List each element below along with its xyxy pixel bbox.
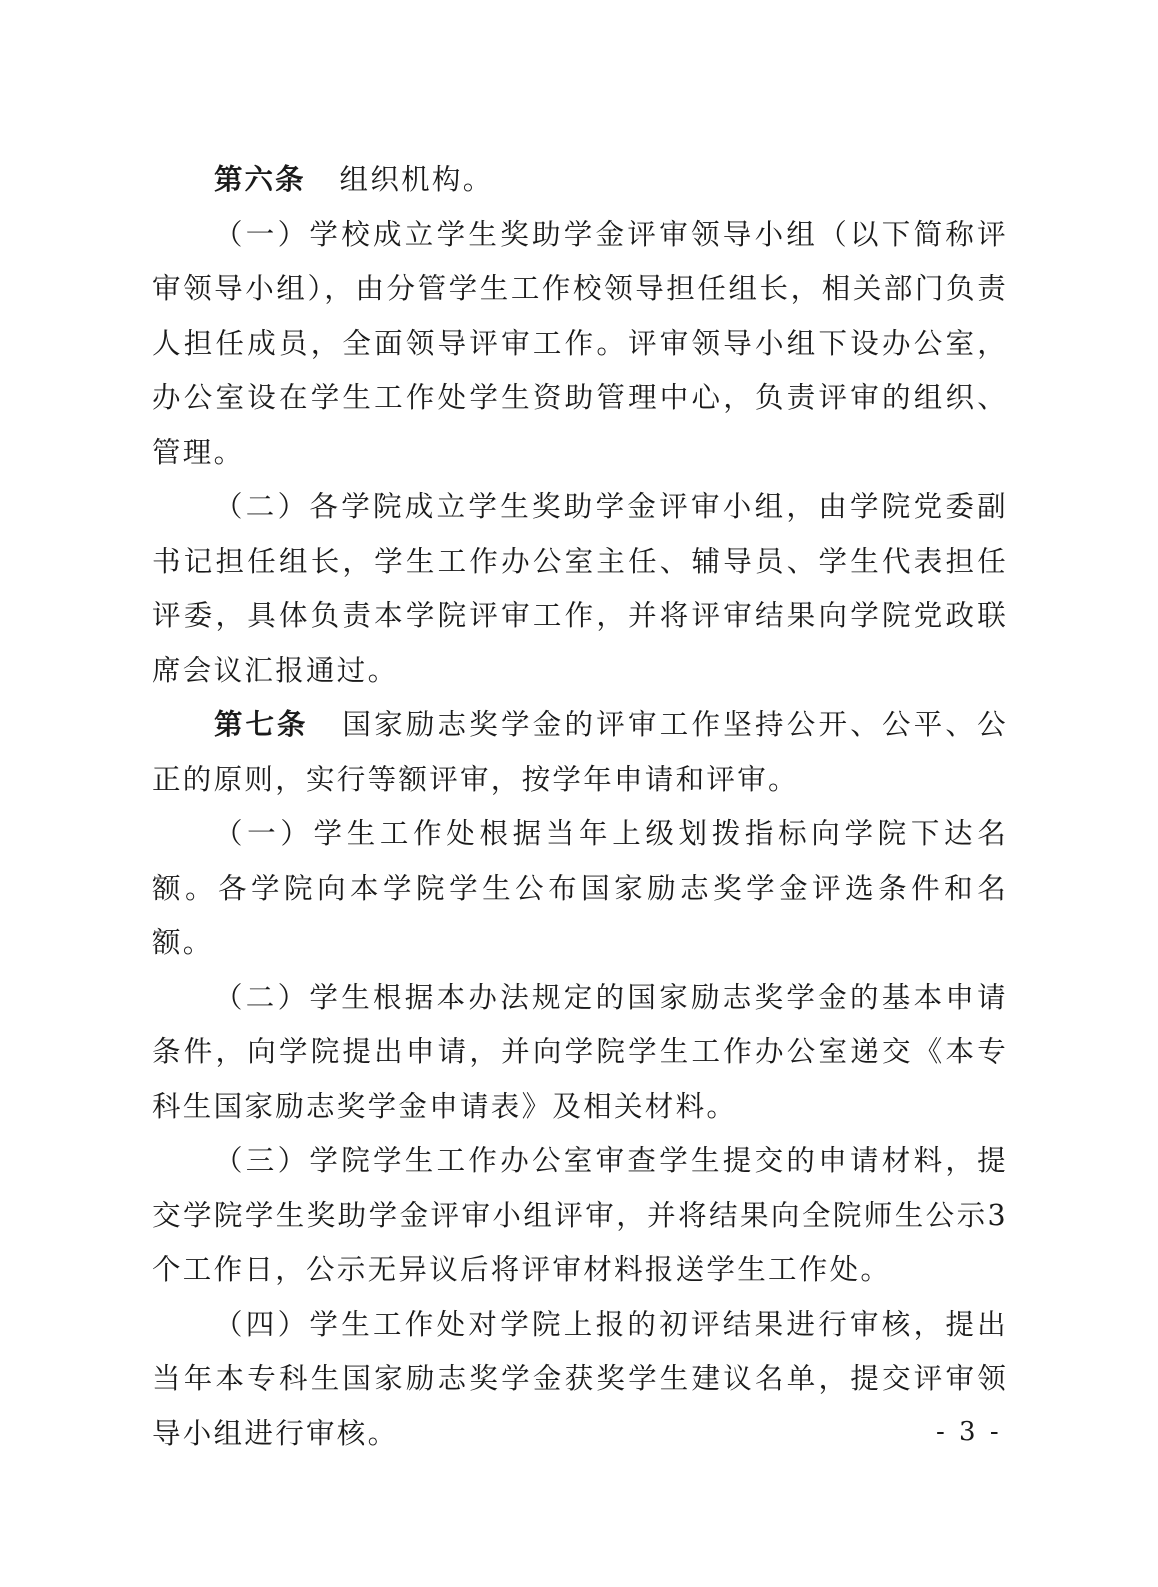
article-6-item-2: （二）各学院成立学生奖助学金评审小组，由学院党委副书记担任组长，学生工作办公室主任、辅导员、学生代表担任评委，具体负责本学院评审工作，并将评审结果向学院党政联席会议汇报通过。	[152, 490, 1008, 687]
document-body	[152, 153, 1008, 1461]
article-7-heading: 第七条	[214, 708, 309, 741]
article-7-paragraph	[152, 698, 1008, 807]
article-7-title: 国家励志奖学金的评审工作坚持公开、公平、公正的原则，实行等额评审，按学年申请和评审。	[152, 708, 1008, 796]
article-6-title: 组织机构。	[339, 163, 494, 196]
page-number: - 3 -	[936, 1417, 1002, 1447]
article-6-paragraph	[152, 153, 1008, 208]
article-7-item-3: （三）学院学生工作办公室审查学生提交的申请材料，提交学院学生奖助学金评审小组评审，并将结果向全院师生公示3个工作日，公示无异议后将评审材料报送学生工作处。	[152, 1144, 1008, 1286]
article-7-item-1: （一）学生工作处根据当年上级划拨指标向学院下达名额。各学院向本学院学生公布国家励志奖学金评选条件和名额。	[152, 817, 1008, 959]
article-7-item-2: （二）学生根据本办法规定的国家励志奖学金的基本申请条件，向学院提出申请，并向学院学生工作办公室递交《本专科生国家励志奖学金申请表》及相关材料。	[152, 980, 1008, 1123]
article-7-item-4: （四）学生工作处对学院上报的初评结果进行审核，提出当年本专科生国家励志奖学金获奖学生建议名单，提交评审领导小组进行审核。	[152, 1307, 1008, 1450]
article-6-heading: 第六条	[214, 163, 306, 196]
article-6-item-1: （一）学校成立学生奖助学金评审领导小组（以下简称评审领导小组），由分管学生工作校领导担任组长，相关部门负责人担任成员，全面领导评审工作。评审领导小组下设办公室，办公室设在学生工作处学生资助管理中心，负责评审的组织、管理。	[152, 217, 1008, 469]
